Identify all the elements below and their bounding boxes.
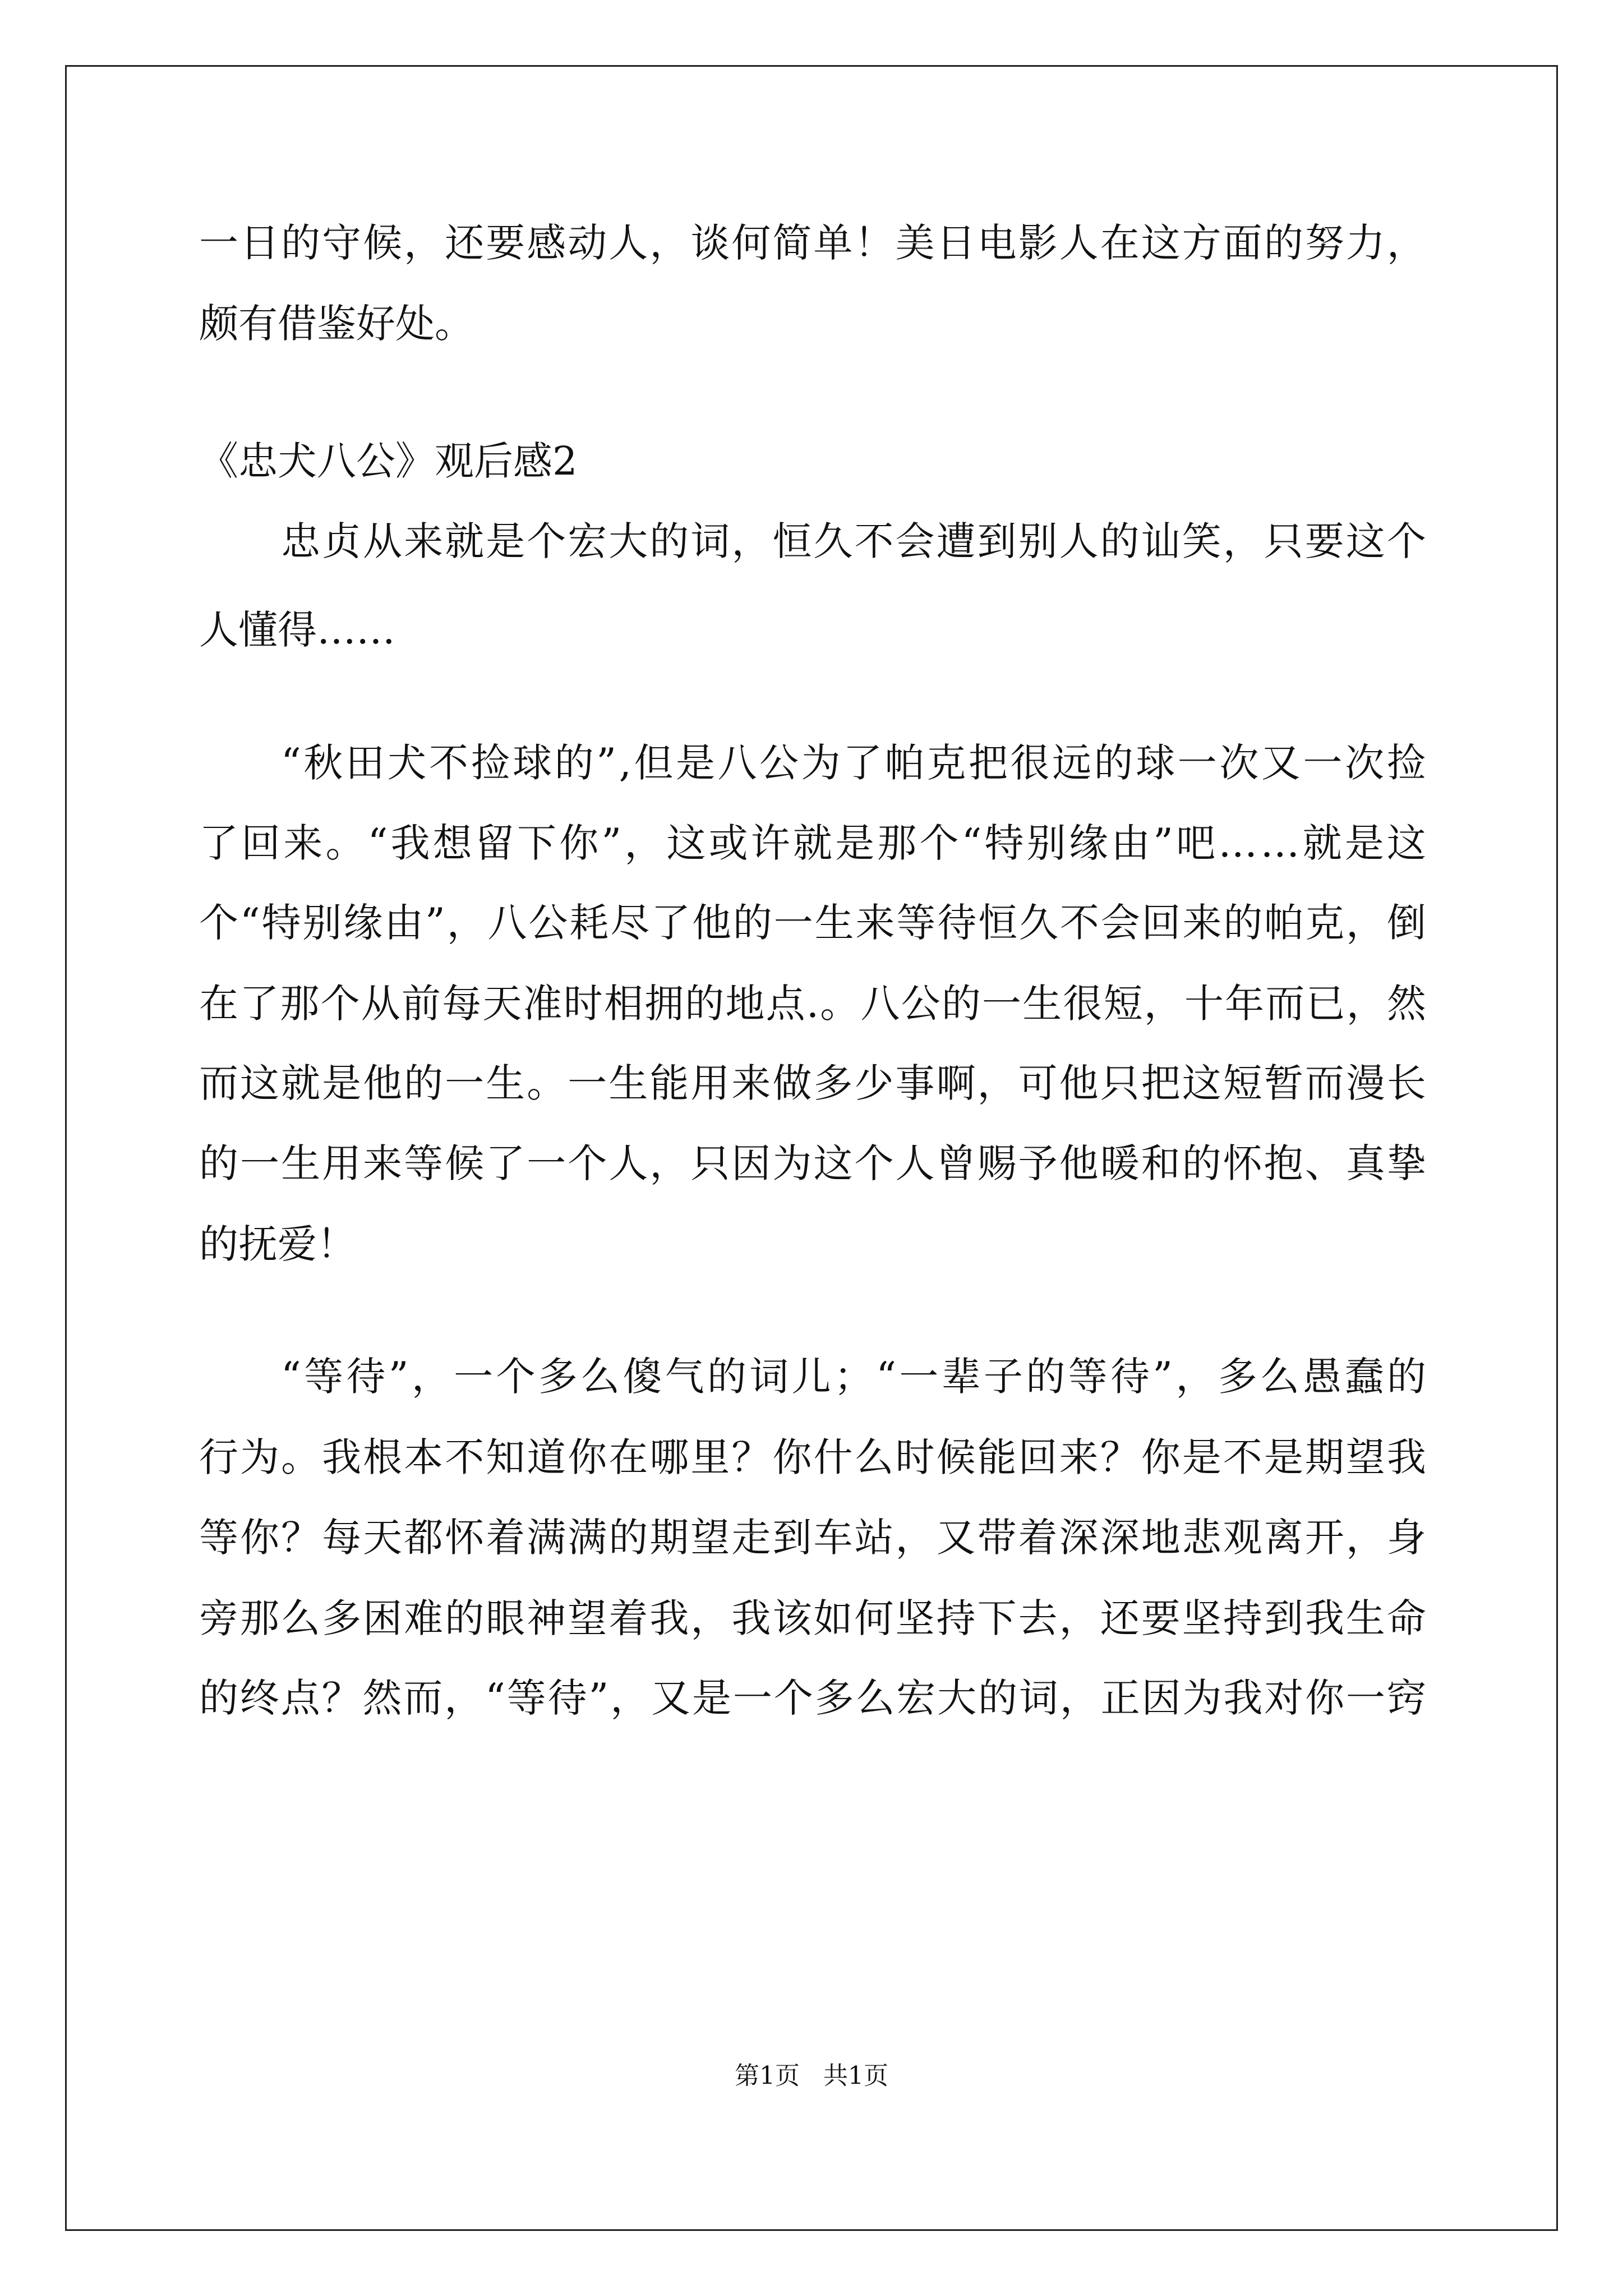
text-line: 一 日 的 守 候 ， 还 要 感 动 人 ， 谈 何 简 单 ！ 美 日 电 影 人 在 这 方 面 的 努 力 ， [199, 220, 1426, 266]
document-body [199, 0, 1426, 2296]
text-line: 忠 贞 从 来 就 是 个 宏 大 的 词 ， 恒 久 不 会 遭 到 别 人 的 讪 笑 ， 只 要 这 个 [281, 518, 1426, 564]
text-line: “ 等 待 ” ， 一 个 多 么 傻 气 的 词 儿 ； “ 一 辈 子 的 等 待 ” ， 多 么 愚 蠢 的 [281, 1354, 1426, 1400]
text-line: 了 回 来 。 “ 我 想 留 下 你 ” ， 这 或 许 就 是 那 个 “ 特 别 缘 由 ” 吧 … … 就 是 这 [199, 820, 1426, 866]
text-line: 而 这 就 是 他 的 一 生 。 一 生 能 用 来 做 多 少 事 啊 ， 可 他 只 把 这 短 暂 而 漫 长 [199, 1060, 1426, 1106]
text-line: 等 你 ？ 每 天 都 怀 着 满 满 的 期 望 走 到 车 站 ， 又 带 着 深 深 地 悲 观 离 开 ， 身 [199, 1515, 1426, 1561]
text-line: 人懂得…… [199, 607, 395, 653]
text-line: 颇有借鉴好处。 [199, 301, 474, 347]
text-line: 旁 那 么 多 困 难 的 眼 神 望 着 我 ， 我 该 如 何 坚 持 下 去 ， 还 要 坚 持 到 我 生 命 [199, 1595, 1426, 1641]
page-footer: 第1页 共1页 [735, 2062, 888, 2090]
text-line: “ 秋 田 犬 不 捡 球 的 ” , 但 是 八 公 为 了 帕 克 把 很 远 的 球 一 次 又 一 次 捡 [281, 740, 1426, 786]
text-line: 在 了 那 个 从 前 每 天 准 时 相 拥 的 地 点 . 。 八 公 的 一 生 很 短 ， 十 年 而 已 ， 然 [199, 981, 1426, 1027]
text-line: 行 为 。 我 根 本 不 知 道 你 在 哪 里 ？ 你 什 么 时 候 能 回 来 ？ 你 是 不 是 期 望 我 [199, 1434, 1426, 1480]
text-line: 的抚爱！ [199, 1221, 356, 1267]
text-line: 的 一 生 用 来 等 候 了 一 个 人 ， 只 因 为 这 个 人 曾 赐 予 他 暖 和 的 怀 抱 、 真 挚 [199, 1140, 1426, 1186]
text-line: 《忠犬八公》观后感2 [199, 438, 578, 484]
text-line: 个 “ 特 别 缘 由 ” ， 八 公 耗 尽 了 他 的 一 生 来 等 待 恒 久 不 会 回 来 的 帕 克 ， 倒 [199, 900, 1426, 946]
text-line: 的 终 点 ？ 然 而 ， “ 等 待 ” ， 又 是 一 个 多 么 宏 大 的 词 ， 正 因 为 我 对 你 一 窍 [199, 1675, 1426, 1721]
